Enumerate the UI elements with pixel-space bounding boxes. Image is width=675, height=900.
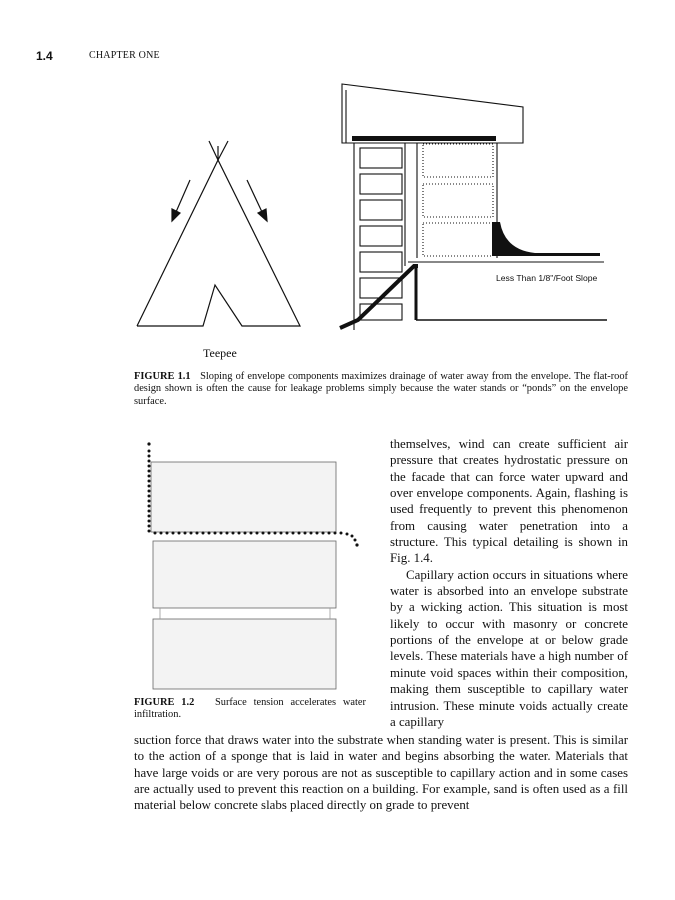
page-number: 1.4: [36, 49, 53, 63]
chapter-title: CHAPTER ONE: [89, 50, 160, 61]
flat-roof-section: [340, 84, 607, 330]
figure-1-1-caption-text: Sloping of envelope components maximizes drainage of water away from the envelope. The flat-roof design shown is often the cause for leakage problems simply because the water stands or “ponds” on the envelope surface.: [134, 371, 628, 407]
figure-1-2-label: FIGURE 1.2: [134, 697, 195, 708]
drainage-arrow-right: [247, 180, 267, 221]
figure-1-2-caption-text: Surface tension accelerates water infiltration.: [134, 697, 367, 721]
figure-1-2-drawing: [147, 442, 358, 689]
paragraph: Capillary action occurs in situations where water is absorbed into an envelope substrate by a wicking action. This situation is most likely to occur with masonry or concrete portions of the envelope at or below grade levels. These materials have a high number of minute void spaces within their composition, making them susceptible to capillary water intrusion. These minute voids actually create a capillary: [390, 567, 628, 729]
figure-1-2-caption: [134, 697, 366, 722]
figure-1-1-caption: [134, 371, 628, 408]
body-text-full: suction force that draws water into the substrate when standing water is present. This is similar to the action of a sponge that is laid in water and begins absorbing the water. Materials that have large voids or are very porous are not as susceptible to capillary action and in some cases are actually used to prevent this reaction on a building. For example, sand is often used as a fill material below concrete slabs placed directly on grade to prevent: [134, 733, 628, 813]
teepee-illustration: [137, 141, 300, 326]
drainage-arrow-left: [172, 180, 190, 221]
paragraph: themselves, wind can create sufficient air pressure that creates hydrostatic pressure on the facade that can force water upward and over envelope components. Again, flashing is used frequently to prevent this phenomenon from causing water penetration into a structure. This typical detailing is shown in Fig. 1.4.: [390, 437, 628, 566]
figure-1-1-label: FIGURE 1.1: [134, 371, 191, 382]
slope-label: Less Than 1/8"/Foot Slope: [496, 273, 598, 283]
body-text-wrapped: [390, 436, 628, 730]
teepee-label: Teepee: [203, 346, 237, 360]
